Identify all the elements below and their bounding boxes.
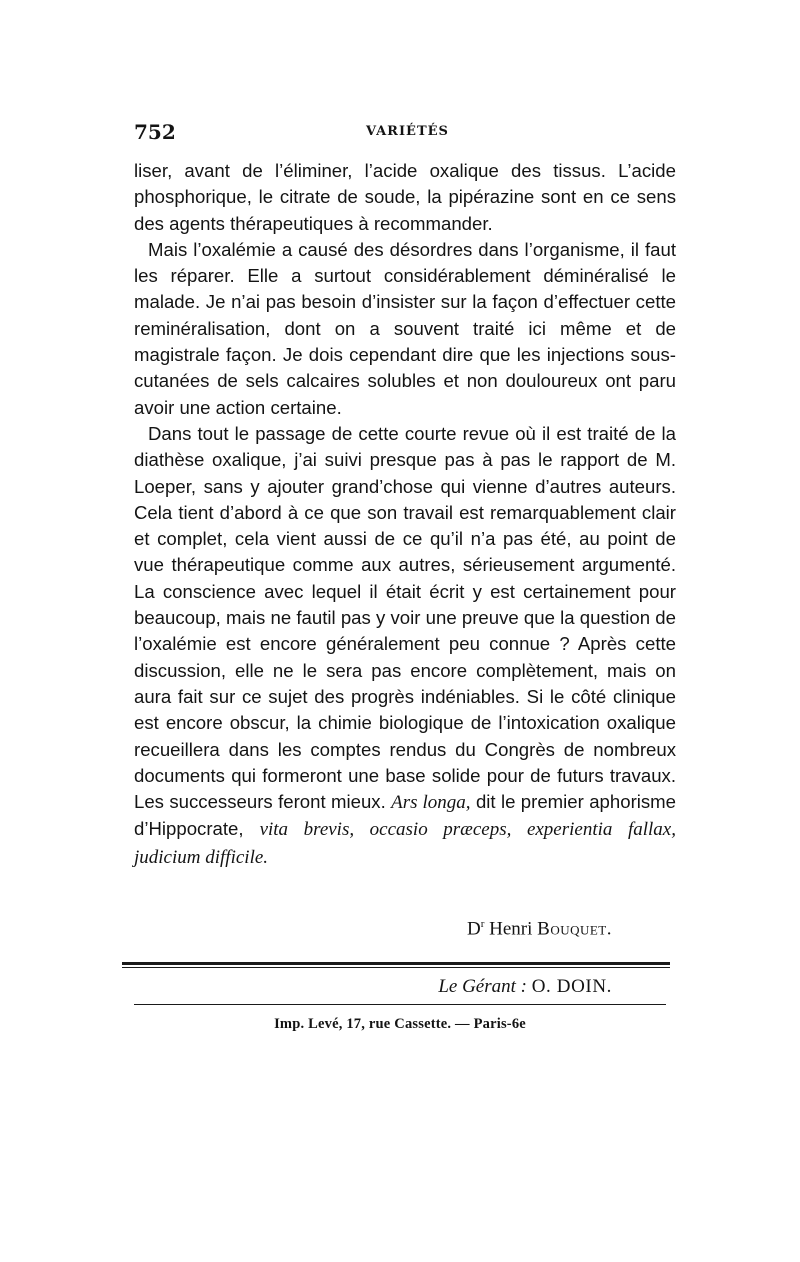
- author-signature: [134, 918, 612, 940]
- quote-lead-in: dit le premier aphorisme d’Hippocrate,: [134, 791, 677, 840]
- article-body: [134, 158, 676, 871]
- divider-thin: [122, 967, 670, 968]
- divider-bottom: [134, 1004, 666, 1005]
- paragraph-1: liser, avant de l’éliminer, l’acide oxalique des tissus. L’acide phosphorique, le citrate de soude, la pipérazine sont en ce sens des agents thérapeutiques à recommander.: [134, 160, 676, 234]
- signature-title-sup: r: [480, 918, 485, 930]
- gerant-name: O. DOIN.: [531, 976, 612, 997]
- latin-quote-continued: vita brevis, occasio præceps, experientia fallax, judicium difficile.: [134, 819, 676, 868]
- page-header: [134, 120, 676, 150]
- paragraph-3-text: Dans tout le passage de cette courte revue où il est traité de la diathèse oxalique, j’ai suivi presque pas à pas le rapport de M. Loeper, sans y ajouter grand’chose qui vienne d’autres auteurs. Cela tient d’abord à ce que son travail est remarquablement clair et complet, cela vient aussi de ce qu’il n’a pas été, au point de vue thérapeutique comme aux autres, sérieusement argumenté. La conscience avec lequel il était écrit y est certainement pour beaucoup, mais ne fautil pas y voir une preuve que la question de l’oxalémie est encore généralement peu connue ? Après cette discussion, elle ne le sera pas encore complètement, mais on aura fait sur ce sujet des progrès indéniables. Si le côté clinique est encore obscur, la chimie biologique de l’intoxication oxalique recueillera dans les comptes rendus du Congrès de nombreux documents qui formeront une base solide pour de futurs travaux. Les successeurs feront mieux.: [134, 422, 676, 813]
- running-head: VARIÉTÉS: [366, 124, 449, 139]
- paragraph-2: Mais l’oxalémie a causé des désordres dans l’organisme, il faut les réparer. Elle a surtout considérablement déminéralisé le malade. Je n’ai pas besoin d’insister sur la façon d’effectuer cette reminéralisation, dont on a souvent traité ici même et de magistrale façon. Je dois cependant dire que les injections sous-cutanées de sels calcaires solubles et non douloureux ont paru avoir une action certaine.: [134, 238, 676, 418]
- page-number: 752: [134, 120, 176, 144]
- signature-last-name: Bouquet.: [537, 918, 612, 940]
- gerant-line: [134, 976, 612, 998]
- printer-imprint: Imp. Levé, 17, rue Cassette. — Paris-6e: [274, 1016, 526, 1032]
- latin-quote: Ars longa,: [391, 792, 471, 814]
- signature-first-name: Henri: [489, 918, 533, 940]
- gerant-label: Le Gérant :: [438, 976, 527, 997]
- divider-thick: [122, 962, 670, 965]
- paragraph-3: [134, 421, 676, 871]
- signature-title: D: [466, 918, 481, 940]
